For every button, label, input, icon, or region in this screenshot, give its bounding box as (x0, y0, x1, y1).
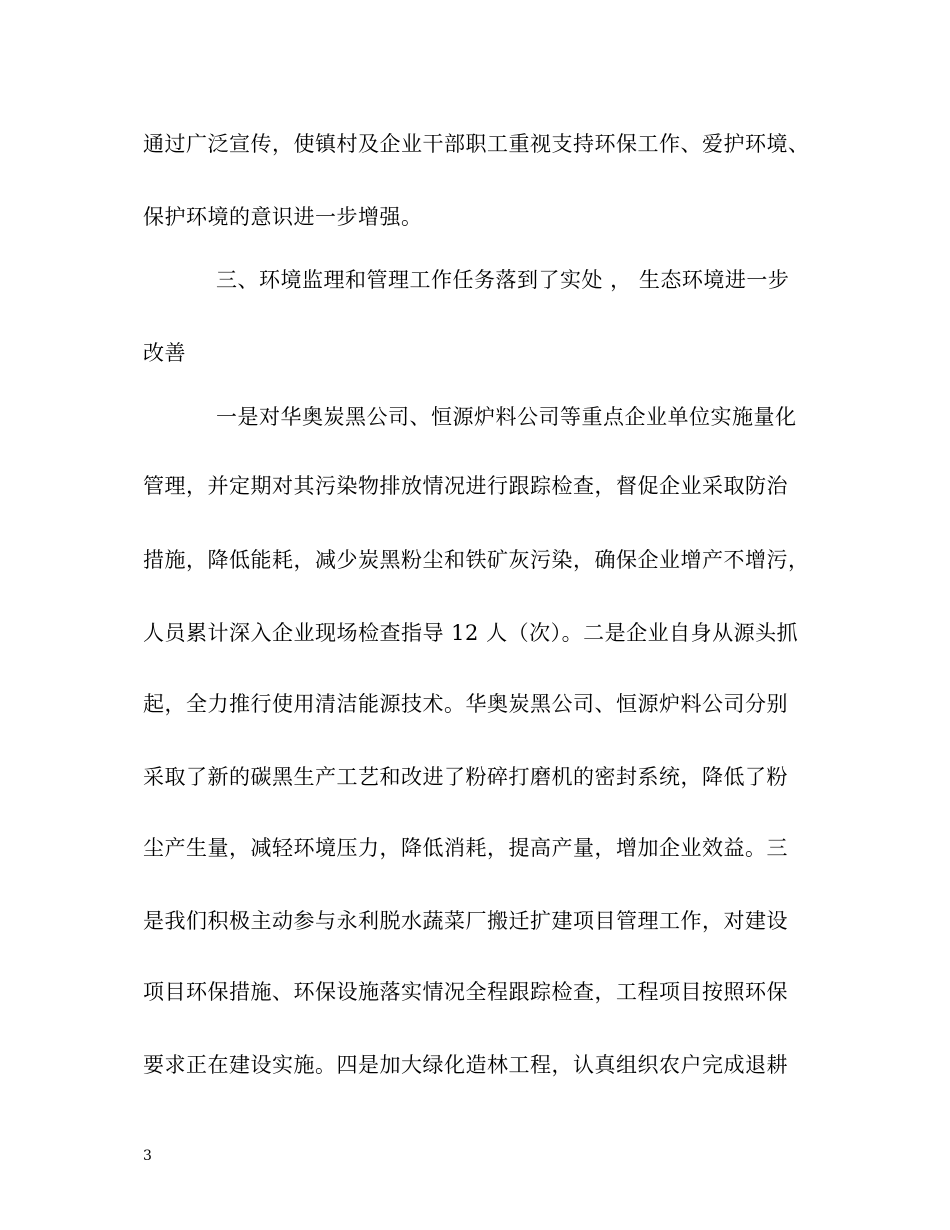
text-line: 措施，降低能耗，减少炭黑粉尘和铁矿灰污染，确保企业增产不增污， (143, 548, 810, 572)
section-heading-line: 改善 (143, 341, 186, 365)
text-line: 通过广泛宣传，使镇村及企业干部职工重视支持环保工作、爱护环境、 (143, 132, 810, 156)
page-number: 3 (143, 1148, 152, 1164)
section-heading-line: 三、环境监理和管理工作任务落到了实处 ， 生态环境进一步 (216, 268, 790, 292)
text-line: 项目环保措施、环保设施落实情况全程跟踪检查，工程项目按照环保 (143, 980, 788, 1004)
text-line: 尘产生量，减轻环境压力，降低消耗，提高产量，增加企业效益。三 (143, 836, 788, 860)
text-line: 保护环境的意识进一步增强。 (143, 205, 423, 229)
text-line: 要求正在建设实施。四是加大绿化造林工程，认真组织农户完成退耕 (143, 1053, 788, 1077)
text-line: 管理，并定期对其污染物排放情况进行跟踪检查，督促企业采取防治 (143, 474, 788, 498)
text-line: 人员累计深入企业现场检查指导 12 人（次）。二是企业自身从源头抓 (143, 621, 799, 645)
text-line: 采取了新的碳黑生产工艺和改进了粉碎打磨机的密封系统，降低了粉 (143, 765, 788, 789)
text-line: 起，全力推行使用清洁能源技术。华奥炭黑公司、恒源炉料公司分别 (143, 692, 788, 716)
text-line: 一是对华奥炭黑公司、恒源炉料公司等重点企业单位实施量化 (216, 405, 797, 429)
text-line: 是我们积极主动参与永利脱水蔬菜厂搬迁扩建项目管理工作，对建设 (143, 909, 788, 933)
